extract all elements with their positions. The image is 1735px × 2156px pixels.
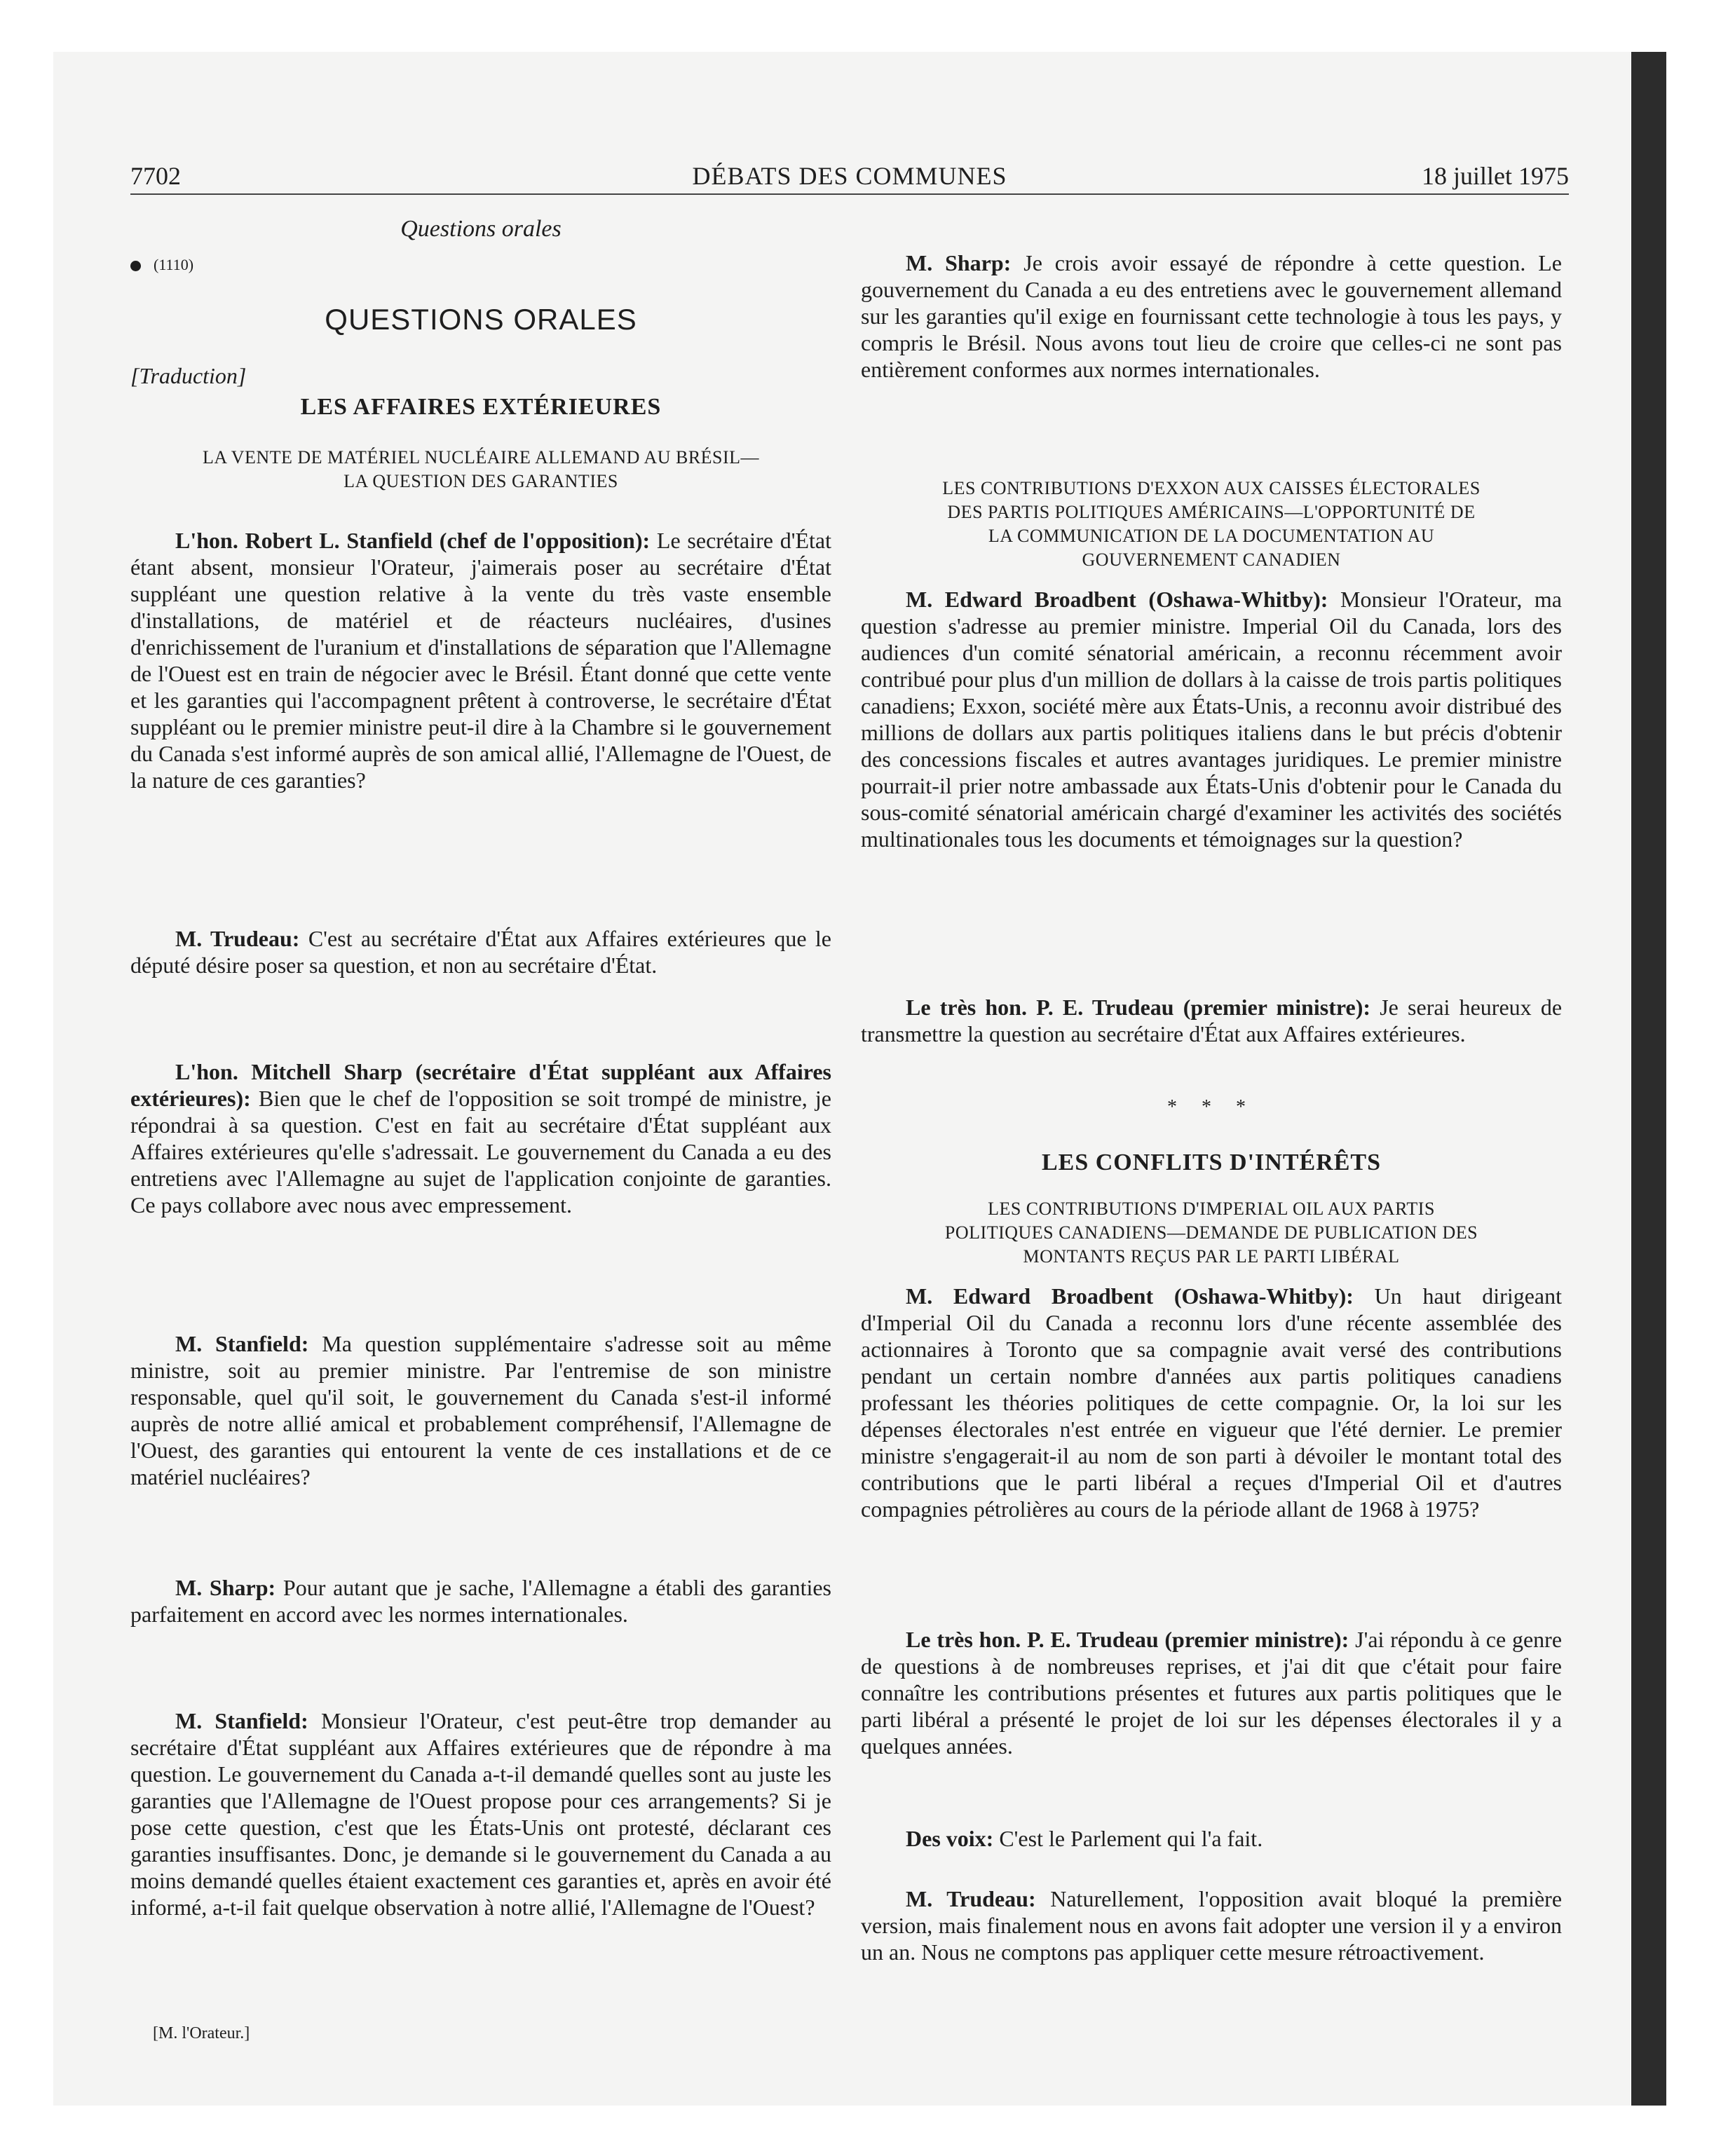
speech-stanfield-1 [130,527,831,793]
subhead-exxon [861,477,1562,572]
speaker-name: M. Stanfield: [175,1331,309,1356]
translation-note: [Traduction] [130,363,247,388]
speaker-name: M. Edward Broadbent (Oshawa-Whitby): [906,1283,1354,1309]
time-mark [130,256,193,274]
speaker-name: Des voix: [906,1826,994,1851]
subhead-line: LA VENTE DE MATÉRIEL NUCLÉAIRE ALLEMAND AU BRÉSIL— [202,447,760,468]
page-header [130,158,1569,195]
speaker-name: M. Sharp: [175,1575,276,1600]
speech-text: C'est le Parlement qui l'a fait. [999,1826,1263,1851]
speaker-name: M. Edward Broadbent (Oshawa-Whitby): [906,587,1328,612]
speech-sharp-1 [130,1058,831,1218]
rubric-conflits-interets: LES CONFLITS D'INTÉRÊTS [1041,1149,1382,1175]
speech-text: Le secrétaire d'État étant absent, monsieur l'Orateur, j'aimerais poser au secrétaire d'État suppléant une question relative à la vente du très vaste ensemble d'installations, de matériel et de réacteurs nucléaires, d'usines d'enrichissement de l'uranium et d'installations de séparation que l'Allemagne de l'Ouest est en train de négocier avec le Brésil. Étant donné que cette vente et les garanties qui l'accompagnent prêtent à controverse, le secrétaire d'État suppléant ou le premier ministre peut-il dire à la Chambre si le gouvernement du Canada s'est informé auprès de son amical allié, l'Allemagne de l'Ouest, de la nature de ces garanties? [130,528,832,793]
speech-stanfield-2 [130,1330,831,1490]
publication-title: DÉBATS DES COMMUNES [692,162,1007,190]
speech-trudeau-3 [861,1626,1562,1759]
subhead-line: GOUVERNEMENT CANADIEN [1082,550,1341,570]
speech-text: Naturellement, l'opposition avait bloqué la première version, mais finalement nous en avons fait adopter une version il y a environ un an. Nous ne comptons pas appliquer cette mesure rétroactivement. [861,1886,1563,1965]
section-label: Questions orales [400,216,562,242]
speech-trudeau-4 [861,1885,1562,1965]
speech-sharp-3 [861,250,1562,383]
section-separator: * * * [1167,1096,1256,1118]
page-number: 7702 [130,162,181,190]
subhead-imperial-oil [861,1197,1562,1269]
speaker-name: M. Sharp: [906,250,1012,275]
bullet-icon [130,261,141,271]
speech-text: Je serai heureux de transmettre la question au secrétaire d'État aux Affaires extérieures. [861,995,1563,1046]
subhead-line: POLITIQUES CANADIENS—DEMANDE DE PUBLICATION DES [944,1222,1478,1243]
speech-trudeau-2 [861,994,1562,1047]
scan-edge-bar [1631,52,1666,2106]
speaker-name: L'hon. Mitchell Sharp (secrétaire d'État suppléant aux Affaires extérieures): [130,1059,831,1111]
time-mark-text: (1110) [154,256,194,273]
speaker-name: L'hon. Robert L. Stanfield (chef de l'opposition): [175,528,651,553]
subhead-line: LES CONTRIBUTIONS D'EXXON AUX CAISSES ÉLECTORALES [942,478,1481,498]
speaker-name: Le très hon. P. E. Trudeau (premier ministre): [906,995,1371,1020]
speaker-name: Le très hon. P. E. Trudeau (premier ministre): [906,1627,1349,1652]
subhead-line: MONTANTS REÇUS PAR LE PARTI LIBÉRAL [1023,1246,1400,1267]
speaker-name: M. Trudeau: [175,926,300,951]
subhead-line: DES PARTIS POLITIQUES AMÉRICAINS—L'OPPORTUNITÉ DE [947,502,1476,522]
speech-text: C'est au secrétaire d'État aux Affaires extérieures que le député désire poser sa question, et non au secrétaire d'État. [130,926,832,978]
speech-broadbent-1 [861,586,1562,852]
speech-des-voix [861,1825,1562,1852]
speaker-name: M. Stanfield: [175,1708,308,1733]
footer-note: [M. l'Orateur.] [153,2024,250,2042]
subhead-line: LES CONTRIBUTIONS D'IMPERIAL OIL AUX PARTIS [988,1199,1435,1219]
speech-text: Pour autant que je sache, l'Allemagne a établi des garanties parfaitement en accord avec les normes internationales. [130,1575,832,1627]
speech-sharp-2 [130,1574,831,1628]
speech-text: Je crois avoir essayé de répondre à cette question. Le gouvernement du Canada a eu des entretiens avec le gouvernement allemand sur les garanties qu'il exige en fournissant cette technologie à tous les pays, y compris le Brésil. Nous avons tout lieu de croire que celles-ci ne sont pas entièrement conformes aux normes internationales. [861,250,1563,382]
speech-text: Un haut dirigeant d'Imperial Oil du Canada a reconnu lors d'une récente assemblée des actionnaires à Toronto que sa compagnie avait versé des contributions pendant un certain nombre d'années aux partis politiques canadiens professant les théories politiques de cette compagnie. Or, la loi sur les dépenses électorales n'est entrée en vigueur que l'été dernier. Le premier ministre s'engagerait-il au nom de son parti à dévoiler le montant total des contributions que le parti libéral a reçues d'Imperial Oil et d'autres compagnies pétrolières au cours de la période allant de 1968 à 1975? [861,1283,1563,1522]
speech-text: Monsieur l'Orateur, c'est peut-être trop demander au secrétaire d'État suppléant aux Affaires extérieures que de répondre à ma question. Le gouvernement du Canada a-t-il demandé quelles sont au juste les garanties que l'Allemagne de l'Ouest propose pour ces arrangements? Si je pose cette question, c'est que les États-Unis ont protesté, déclarant ces garanties insuffisantes. Donc, je demande si le gouvernement du Canada a au moins demandé quelles étaient exactement ces garanties et, après en avoir été informé, a-t-il fait quelque observation à notre allié, l'Allemagne de l'Ouest? [130,1708,832,1920]
speech-stanfield-3 [130,1707,831,1920]
speech-text: J'ai répondu à ce genre de questions à de nombreuses reprises, et j'ai dit que c'était pour faire connaître les contributions présentes et futures aux partis politiques que le parti libéral a présenté le projet de loi sur les dépenses électorales il y a quelques années. [861,1627,1563,1759]
speech-text: Bien que le chef de l'opposition se soit trompé de ministre, je répondrai à sa question. C'est en fait au secrétaire d'État suppléant aux Affaires extérieures qu'elle s'adressait. Le gouvernement du Canada a eu des entretiens avec l'Allemagne au sujet de l'application conjointe de garanties. Ce pays collabore avec nous avec empressement. [130,1086,832,1217]
speech-broadbent-2 [861,1283,1562,1522]
publication-date: 18 juillet 1975 [1422,162,1569,190]
subhead-line: LA COMMUNICATION DE LA DOCUMENTATION AU [988,526,1435,546]
subhead-line: LA QUESTION DES GARANTIES [343,471,618,491]
main-heading: QUESTIONS ORALES [325,303,637,336]
subhead-vente-materiel [130,446,831,493]
speaker-name: M. Trudeau: [906,1886,1036,1911]
speech-text: Monsieur l'Orateur, ma question s'adresse au premier ministre. Imperial Oil du Canada, lors des audiences d'un comité sénatorial américain, a reconnu récemment avoir contribué pour plus d'un million de dollars à la caisse de trois partis politiques canadiens; Exxon, société mère aux États-Unis, a reconnu avoir distribué des millions de dollars aux partis politiques italiens dans le but précis d'obtenir des concessions fiscales et autres avantages juridiques. Le premier ministre pourrait-il prier notre ambassade aux États-Unis d'obtenir pour le Canada du sous-comité sénatorial américain chargé d'examiner les activités des sociétés multinationales tous les documents et témoignages sur la question? [861,587,1562,852]
speech-text: Ma question supplémentaire s'adresse soit au même ministre, soit au premier ministre. Par l'entremise de son ministre responsable, quel qu'il soit, le gouvernement du Canada s'est-il informé auprès de notre allié amical et probablement compréhensif, l'Allemagne de l'Ouest, des garanties qui entourent la vente de ces installations et de ce matériel nucléaires? [130,1331,832,1489]
speech-trudeau-1 [130,925,831,978]
rubric-affaires-exterieures: LES AFFAIRES EXTÉRIEURES [300,394,662,420]
